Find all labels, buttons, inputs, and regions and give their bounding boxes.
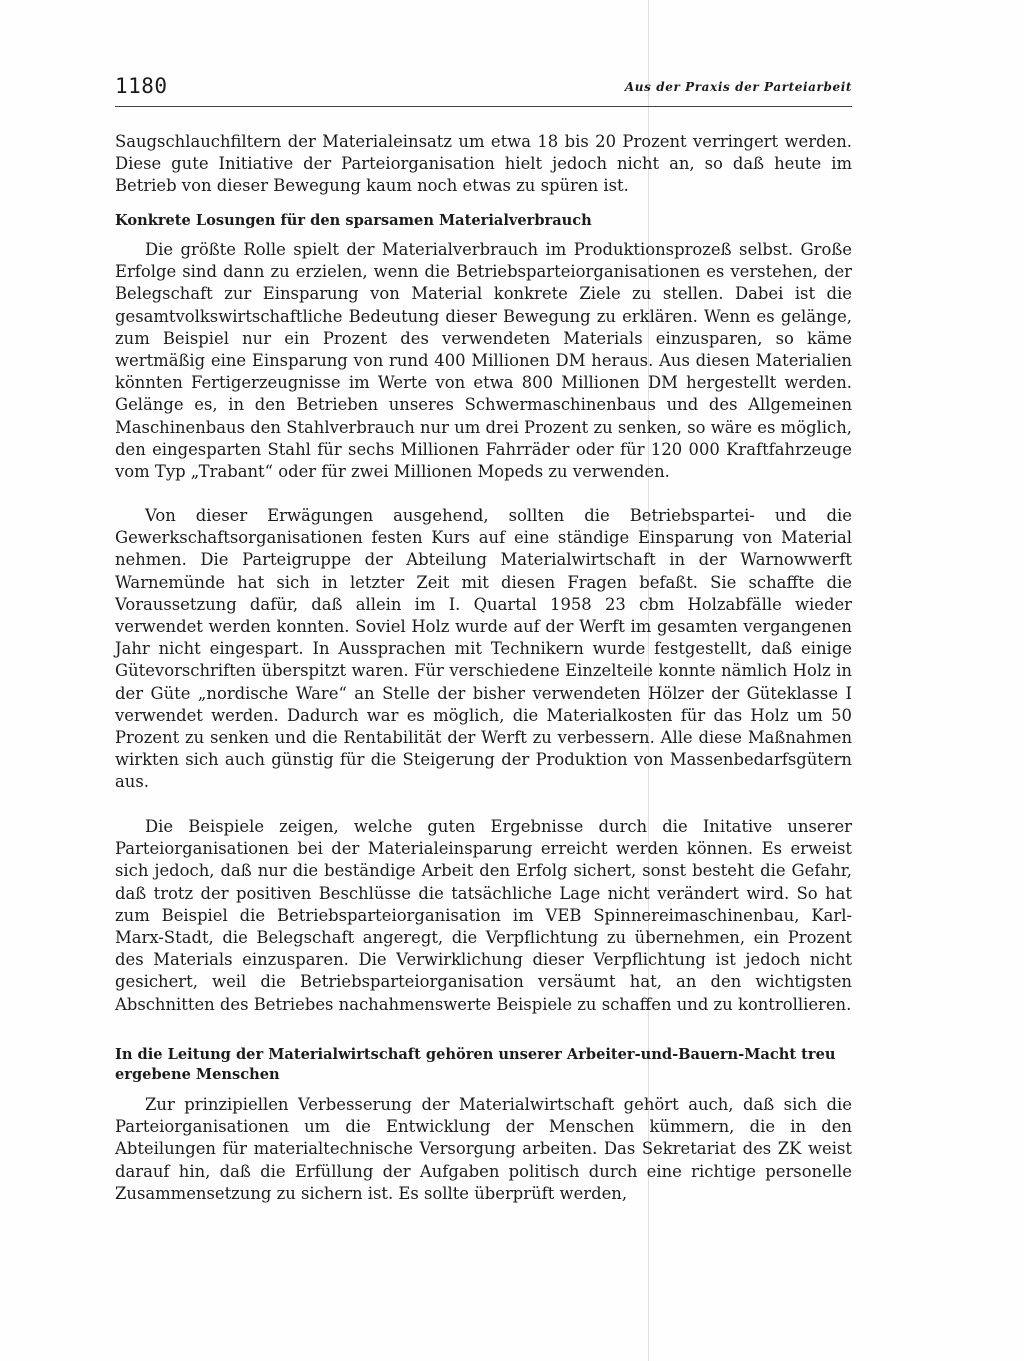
paragraph-materialverbrauch: Die größte Rolle spielt der Materialverbrauch im Produktionsprozeß selbst. Große Erfolge sind dann zu erzielen, wenn die Betriebsparteiorganisationen es verstehen, der Belegschaft zur Einsparung von Material konkrete Ziele zu stellen. Dabei ist die gesamtvolkswirtschaftliche Bedeutung dieser Bewegung zu erklären. Wenn es gelänge, zum Beispiel nur ein Prozent des verwendeten Materials einzusparen, so käme wertmäßig eine Einsparung von rund 400 Millionen DM heraus. Aus diesen Materialien könnten Fertigerzeugnisse im Werte von etwa 800 Millionen DM hergestellt werden. Gelänge es, in den Betrieben unseres Schwermaschinenbaus und des Allgemeinen Maschinenbaus den Stahlverbrauch nur um drei Prozent zu senken, so wäre es möglich, den eingesparten Stahl für sechs Millionen Fahrräder oder für 120 000 Kraftfahrzeuge vom Typ „Trabant“ oder für zwei Millionen Mopeds zu verwenden.	[115, 240, 852, 482]
paragraph-beispiele: Die Beispiele zeigen, welche guten Ergebnisse durch die Initative unserer Parteiorganisationen bei der Materialeinsparung erreicht werden können. Es erweist sich jedoch, daß nur die beständige Arbeit den Erfolg sichert, sonst besteht die Gefahr, daß trotz der positiven Beschlüsse die tatsächliche Lage nicht verändert wird. So hat zum Beispiel die Betriebsparteiorganisation im VEB Spinnereimaschinenbau, Karl-Marx-Stadt, die Belegschaft angeregt, die Verpflichtung zu übernehmen, ein Prozent des Materials einzusparen. Die Verwirklichung dieser Verpflichtung ist jedoch nicht gesichert, weil die Betriebsparteiorganisation versäumt hat, an den wichtigsten Abschnitten des Betriebes nachahmenswerte Beispiele zu schaffen und zu kontrollieren.	[115, 817, 852, 1014]
section-heading-leitung: In die Leitung der Materialwirtschaft gehören unserer Arbeiter-und-Bauern-Macht treu ergebene Menschen	[115, 1046, 836, 1083]
header-rule	[115, 106, 852, 107]
paragraph-warnowwerft: Von dieser Erwägungen ausgehend, sollten die Betriebspartei- und die Gewerkschaftsorganisationen festen Kurs auf eine ständige Einsparung von Material nehmen. Die Parteigruppe der Abteilung Materialwirtschaft in der Warnowwerft Warnemünde hat sich in letzter Zeit mit diesen Fragen befaßt. Sie schaffte die Voraussetzung dafür, daß allein im I. Quartal 1958 23 cbm Holzabfälle wieder verwendet werden konnten. Soviel Holz wurde auf der Werft im gesamten vergangenen Jahr nicht eingespart. In Aussprachen mit Technikern wurde festgestellt, daß einige Gütevorschriften überspitzt waren. Für verschiedene Einzelteile konnte nämlich Holz in der Güte „nordische Ware“ an Stelle der bisher verwendeten Hölzer der Güteklasse I verwendet werden. Dadurch war es möglich, die Materialkosten für das Holz um 50 Prozent zu senken und die Rentabilität der Werft zu verbessern. Alle diese Maßnahmen wirkten sich auch günstig für die Steigerung der Produktion von Massenbedarfsgütern aus.	[115, 506, 852, 792]
page-number: 1180	[115, 74, 168, 98]
page-header	[115, 74, 852, 104]
section-heading-losungen: Konkrete Losungen für den sparsamen Materialverbrauch	[115, 212, 592, 229]
paragraph-verbesserung: Zur prinzipiellen Verbesserung der Materialwirtschaft gehört auch, daß sich die Parteiorganisationen um die Entwicklung der Menschen kümmern, die in den Abteilungen für materialtechnische Versorgung arbeiten. Das Sekretariat des ZK weist darauf hin, daß die Erfüllung der Aufgaben politisch durch eine richtige personelle Zusammensetzung zu sichern ist. Es sollte überprüft werden,	[115, 1095, 852, 1203]
running-head: Aus der Praxis der Parteiarbeit	[624, 80, 852, 94]
paragraph-continued: Saugschlauchfiltern der Materialeinsatz um etwa 18 bis 20 Prozent verringert werden. Diese gute Initiative der Parteiorganisation hielt jedoch nicht an, so daß heute im Betrieb von dieser Bewegung kaum noch etwas zu spüren ist.	[115, 132, 852, 196]
